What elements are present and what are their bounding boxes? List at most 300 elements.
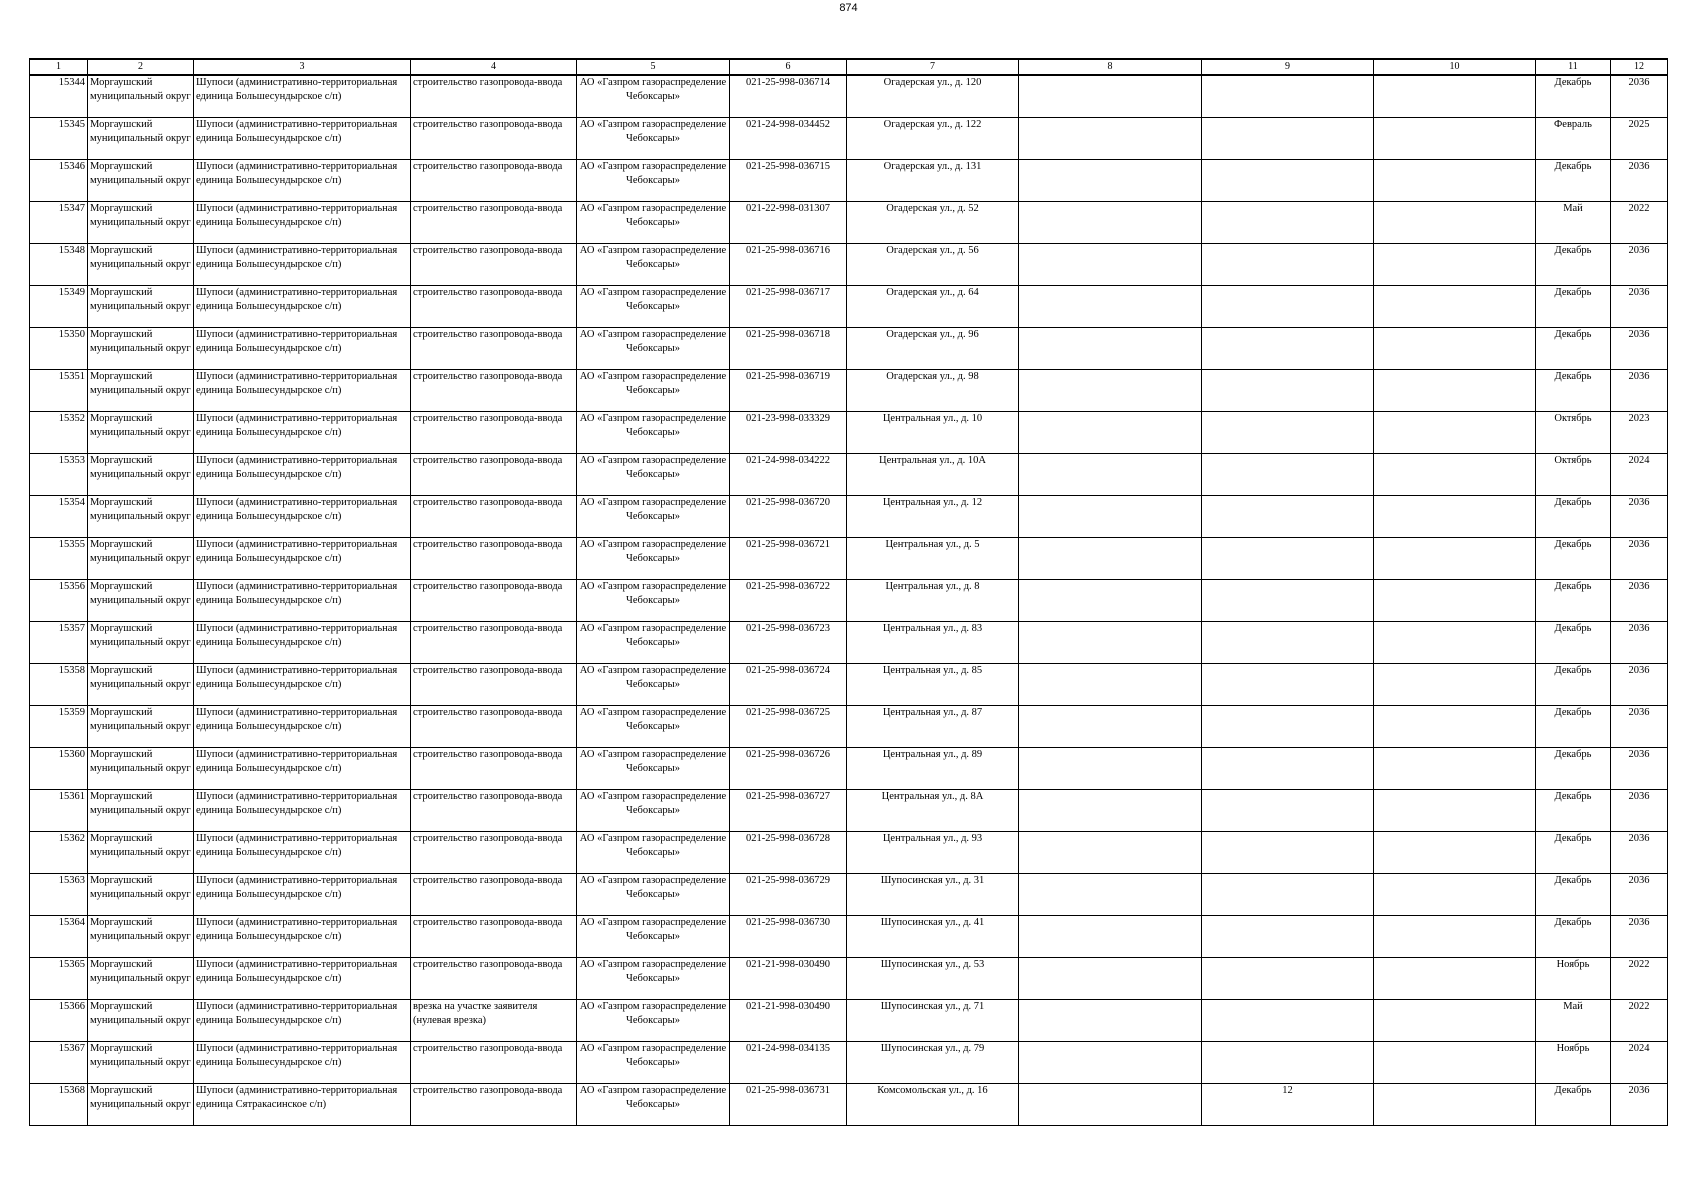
table-cell [730,915,847,957]
table-cell [194,747,411,789]
cell-text: Шупоси (административно-территориальная единица Большесундырское с/п) [196,328,398,354]
table-cell [847,453,1019,495]
cell-text: Шупоси (административно-территориальная единица Большесундырское с/п) [196,580,398,606]
cell-text: Шупоси (административно-территориальная единица Большесундырское с/п) [196,244,398,270]
table-cell [411,285,577,327]
column-header: 8 [1019,59,1202,75]
table-cell [730,159,847,201]
table-cell [1611,327,1668,369]
table-cell [1611,705,1668,747]
table-row [30,537,1668,579]
cell-text: Декабрь [1554,496,1592,508]
cell-text: Моргаушский муниципальный округ [90,496,191,522]
cell-text: Декабрь [1554,874,1592,886]
cell-text: АО «Газпром газораспределение Чебоксары» [579,244,727,270]
cell-text: Октябрь [1554,454,1592,466]
cell-text: Шупосинская ул., д. 31 [880,874,985,886]
cell-text: строительство газопровода-ввода [413,1042,563,1054]
table-cell [30,999,88,1041]
table-cell [1536,369,1611,411]
cell-text: 2036 [1628,580,1650,592]
cell-text: строительство газопровода-ввода [413,454,563,466]
table-row [30,411,1668,453]
cell-text: АО «Газпром газораспределение Чебоксары» [579,1042,727,1068]
table-cell [88,621,194,663]
table-row [30,117,1668,159]
table-cell [88,117,194,159]
table-cell [194,873,411,915]
cell-text: АО «Газпром газораспределение Чебоксары» [579,916,727,942]
table-cell [1536,117,1611,159]
table-cell [30,579,88,621]
cell-text: Шупосинская ул., д. 41 [880,916,985,928]
table-cell [730,495,847,537]
table-cell [730,1083,847,1125]
table-cell [1374,957,1536,999]
table-cell [30,285,88,327]
table-cell [1536,453,1611,495]
table-cell [1536,579,1611,621]
table-cell [1019,327,1202,369]
column-header: 3 [194,59,411,75]
table-cell [1374,453,1536,495]
table-cell [411,579,577,621]
table-row [30,579,1668,621]
table-cell [411,831,577,873]
table-cell [1374,873,1536,915]
cell-text: 2022 [1628,1000,1650,1012]
table-cell [730,327,847,369]
cell-text: 2036 [1628,706,1650,718]
table-cell [1374,705,1536,747]
table-cell [1536,1083,1611,1125]
table-cell [847,495,1019,537]
table-cell [847,75,1019,117]
cell-text: 021-25-998-036724 [746,664,830,676]
cell-text: Огадерская ул., д. 131 [883,160,982,172]
table-cell [1374,663,1536,705]
table-cell [30,75,88,117]
table-cell [730,663,847,705]
table-cell [1611,453,1668,495]
table-cell [1019,663,1202,705]
cell-text: Ноябрь [1556,958,1590,970]
table-cell [88,957,194,999]
table-cell [30,705,88,747]
table-cell [194,915,411,957]
table-cell [1611,831,1668,873]
table-cell [1202,789,1374,831]
cell-text: Шупоси (административно-территориальная единица Большесундырское с/п) [196,538,398,564]
table-cell [730,201,847,243]
table-cell [30,117,88,159]
table-cell [1202,243,1374,285]
cell-text: 15359 [58,706,85,718]
cell-text: 2036 [1628,77,1650,88]
table-cell [30,327,88,369]
table-cell [30,831,88,873]
table-cell [577,327,730,369]
table-cell [1019,705,1202,747]
table-cell [1202,453,1374,495]
cell-text: Комсомольская ул., д. 16 [877,1084,988,1096]
column-header: 9 [1202,59,1374,75]
cell-text: Декабрь [1554,286,1592,298]
table-cell [1374,117,1536,159]
cell-text: Шупоси (административно-территориальная единица Большесундырское с/п) [196,160,398,186]
cell-text: 15353 [58,454,85,466]
table-cell [1536,957,1611,999]
table-cell [88,747,194,789]
cell-text: строительство газопровода-ввода [413,370,563,382]
table-cell [194,957,411,999]
table-cell [411,411,577,453]
cell-text: 021-25-998-036715 [746,160,830,172]
table-row [30,201,1668,243]
cell-text: 021-21-998-030490 [746,1000,830,1012]
table-row [30,915,1668,957]
table-cell [1019,1041,1202,1083]
cell-text: 021-25-998-036719 [746,370,830,382]
table-cell [1202,747,1374,789]
table-cell [577,999,730,1041]
cell-text: Центральная ул., д. 12 [882,496,983,508]
table-cell [1374,621,1536,663]
table-cell [88,831,194,873]
cell-text: Моргаушский муниципальный округ [90,916,191,942]
table-cell [1536,243,1611,285]
cell-text: строительство газопровода-ввода [413,496,563,508]
table-cell [577,75,730,117]
cell-text: 15348 [58,244,85,256]
table-cell [1536,75,1611,117]
table-cell [1536,327,1611,369]
table-cell [88,411,194,453]
table-cell [1611,495,1668,537]
cell-text: Декабрь [1554,664,1592,676]
cell-text: 12 [1282,1084,1293,1096]
cell-text: Моргаушский муниципальный округ [90,622,191,648]
column-header: 10 [1374,59,1536,75]
gas-registry-table [29,58,1668,1126]
cell-text: Шупоси (административно-территориальная единица Большесундырское с/п) [196,370,398,396]
cell-text: Декабрь [1554,1084,1592,1096]
table-cell [1202,75,1374,117]
table-cell [411,747,577,789]
table-cell [1202,327,1374,369]
table-cell [411,663,577,705]
cell-text: Май [1563,1000,1583,1012]
table-cell [730,1041,847,1083]
table-cell [1536,201,1611,243]
cell-text: 021-25-998-036729 [746,874,830,886]
table-cell [847,915,1019,957]
table-cell [1611,285,1668,327]
cell-text: Моргаушский муниципальный округ [90,706,191,732]
cell-text: Центральная ул., д. 83 [882,622,983,634]
cell-text: Февраль [1554,118,1592,130]
table-cell [847,621,1019,663]
table-cell [411,201,577,243]
table-cell [1536,831,1611,873]
cell-text: 2036 [1628,328,1650,340]
table-cell [847,1083,1019,1125]
cell-text: Ноябрь [1556,1042,1590,1054]
table-cell [1019,1083,1202,1125]
table-cell [1202,873,1374,915]
table-cell [30,747,88,789]
table-cell [1611,75,1668,117]
table-cell [730,999,847,1041]
cell-text: 021-24-998-034452 [746,118,830,130]
cell-text: Шупоси (административно-территориальная единица Большесундырское с/п) [196,202,398,228]
cell-text: Декабрь [1554,622,1592,634]
cell-text: Моргаушский муниципальный округ [90,328,191,354]
table-cell [1019,117,1202,159]
table-cell [411,1083,577,1125]
table-cell [1019,747,1202,789]
cell-text: Шупоси (административно-территориальная единица Большесундырское с/п) [196,748,398,774]
table-cell [1611,369,1668,411]
cell-text: Огадерская ул., д. 122 [883,118,982,130]
table-cell [194,117,411,159]
table-cell [1536,873,1611,915]
cell-text: 2036 [1628,790,1650,802]
cell-text: АО «Газпром газораспределение Чебоксары» [579,77,727,102]
page-number: 874 [839,2,858,14]
cell-text: 2036 [1628,496,1650,508]
column-header: 5 [577,59,730,75]
cell-text: Шупоси (административно-территориальная единица Большесундырское с/п) [196,1042,398,1068]
table-cell [1611,621,1668,663]
cell-text: 021-25-998-036727 [746,790,830,802]
table-cell [577,1083,730,1125]
table-cell [88,1041,194,1083]
table-cell [1202,663,1374,705]
table-cell [411,453,577,495]
cell-text: 15358 [58,664,85,676]
table-cell [194,663,411,705]
table-cell [1611,537,1668,579]
table-cell [1374,915,1536,957]
table-cell [88,789,194,831]
table-cell [1374,243,1536,285]
table-cell [1536,621,1611,663]
table-cell [847,369,1019,411]
table-cell [1019,999,1202,1041]
table-cell [411,243,577,285]
cell-text: Шупоси (административно-территориальная единица Большесундырское с/п) [196,874,398,900]
table-cell [847,243,1019,285]
cell-text: Шупоси (административно-территориальная единица Большесундырское с/п) [196,77,398,102]
table-cell [1019,915,1202,957]
cell-text: 15366 [58,1000,85,1012]
cell-text: строительство газопровода-ввода [413,622,563,634]
cell-text: строительство газопровода-ввода [413,706,563,718]
cell-text: Центральная ул., д. 93 [882,832,983,844]
cell-text: строительство газопровода-ввода [413,202,563,214]
table-cell [1536,915,1611,957]
table-cell [1611,201,1668,243]
cell-text: АО «Газпром газораспределение Чебоксары» [579,832,727,858]
table-cell [1611,957,1668,999]
table-body [30,75,1668,1125]
table-cell [1536,747,1611,789]
table-cell [1202,369,1374,411]
table-cell [847,999,1019,1041]
table-cell [847,831,1019,873]
cell-text: 2024 [1628,454,1650,466]
cell-text: 15360 [58,748,85,760]
cell-text: Шупоси (административно-территориальная единица Большесундырское с/п) [196,958,398,984]
table-cell [1019,453,1202,495]
table-row [30,663,1668,705]
table-cell [1374,285,1536,327]
table-cell [1536,789,1611,831]
table-cell [1202,537,1374,579]
table-cell [194,1083,411,1125]
cell-text: Огадерская ул., д. 56 [886,244,979,256]
table-cell [411,873,577,915]
table-cell [411,537,577,579]
cell-text: 15368 [58,1084,85,1096]
table-cell [194,327,411,369]
cell-text: 2036 [1628,874,1650,886]
cell-text: Шупоси (административно-территориальная единица Большесундырское с/п) [196,664,398,690]
cell-text: 15357 [58,622,85,634]
cell-text: АО «Газпром газораспределение Чебоксары» [579,370,727,396]
cell-text: 15361 [58,790,85,802]
table-cell [1374,789,1536,831]
cell-text: Моргаушский муниципальный округ [90,748,191,774]
cell-text: Шупоси (административно-территориальная единица Большесундырское с/п) [196,916,398,942]
cell-text: Декабрь [1554,538,1592,550]
cell-text: Шупосинская ул., д. 79 [880,1042,985,1054]
cell-text: АО «Газпром газораспределение Чебоксары» [579,748,727,774]
cell-text: АО «Газпром газораспределение Чебоксары» [579,958,727,984]
cell-text: 021-25-998-036720 [746,496,830,508]
cell-text: 15344 [58,77,85,88]
table-row [30,369,1668,411]
table-row [30,789,1668,831]
cell-text: строительство газопровода-ввода [413,286,563,298]
cell-text: строительство газопровода-ввода [413,790,563,802]
table-row [30,453,1668,495]
table-cell [847,705,1019,747]
cell-text: Моргаушский муниципальный округ [90,790,191,816]
cell-text: 15363 [58,874,85,886]
table-cell [1019,369,1202,411]
cell-text: 15349 [58,286,85,298]
cell-text: Декабрь [1554,160,1592,172]
table-cell [1019,495,1202,537]
table-cell [730,621,847,663]
cell-text: АО «Газпром газораспределение Чебоксары» [579,1084,727,1110]
cell-text: АО «Газпром газораспределение Чебоксары» [579,328,727,354]
cell-text: Май [1563,202,1583,214]
table-cell [1202,159,1374,201]
cell-text: 021-21-998-030490 [746,958,830,970]
table-cell [411,621,577,663]
cell-text: Моргаушский муниципальный округ [90,538,191,564]
table-row [30,999,1668,1041]
cell-text: Декабрь [1554,832,1592,844]
table-row [30,75,1668,117]
cell-text: 2022 [1628,202,1650,214]
cell-text: 2036 [1628,664,1650,676]
cell-text: Центральная ул., д. 89 [882,748,983,760]
table-cell [577,957,730,999]
table-cell [1611,411,1668,453]
table-cell [1019,201,1202,243]
cell-text: строительство газопровода-ввода [413,328,563,340]
table-cell [1202,117,1374,159]
table-cell [1019,789,1202,831]
cell-text: 021-25-998-036728 [746,832,830,844]
table-cell [411,999,577,1041]
table-cell [1536,495,1611,537]
table-cell [30,1041,88,1083]
table-cell [1202,999,1374,1041]
table-cell [847,663,1019,705]
cell-text: Центральная ул., д. 8А [881,790,984,802]
table-cell [1611,999,1668,1041]
cell-text: АО «Газпром газораспределение Чебоксары» [579,118,727,144]
cell-text: 15355 [58,538,85,550]
table-cell [194,831,411,873]
table-cell [194,453,411,495]
table-cell [411,495,577,537]
table-cell [577,243,730,285]
table-row [30,705,1668,747]
table-cell [577,621,730,663]
cell-text: Шупоси (административно-территориальная единица Большесундырское с/п) [196,622,398,648]
cell-text: врезка на участке заявителя (нулевая врезка) [413,1000,538,1026]
table-cell [1019,411,1202,453]
cell-text: 15351 [58,370,85,382]
table-cell [847,789,1019,831]
cell-text: АО «Газпром газораспределение Чебоксары» [579,160,727,186]
table-cell [1611,915,1668,957]
cell-text: 15350 [58,328,85,340]
cell-text: 2036 [1628,160,1650,172]
cell-text: Центральная ул., д. 8 [885,580,980,592]
table-row [30,957,1668,999]
cell-text: 2036 [1628,370,1650,382]
table-cell [88,495,194,537]
cell-text: Декабрь [1554,328,1592,340]
table-cell [1374,1083,1536,1125]
table-cell [1374,495,1536,537]
cell-text: строительство газопровода-ввода [413,538,563,550]
table-cell [577,495,730,537]
table-cell [88,201,194,243]
table-cell [1374,369,1536,411]
table-cell [1536,285,1611,327]
table-cell [30,789,88,831]
cell-text: строительство газопровода-ввода [413,580,563,592]
table-cell [577,117,730,159]
table-cell [1611,117,1668,159]
table-cell [1611,663,1668,705]
table-cell [88,243,194,285]
cell-text: 15345 [58,118,85,130]
cell-text: 2036 [1628,748,1650,760]
table-row [30,747,1668,789]
table-cell [577,663,730,705]
cell-text: 2036 [1628,538,1650,550]
column-header: 4 [411,59,577,75]
